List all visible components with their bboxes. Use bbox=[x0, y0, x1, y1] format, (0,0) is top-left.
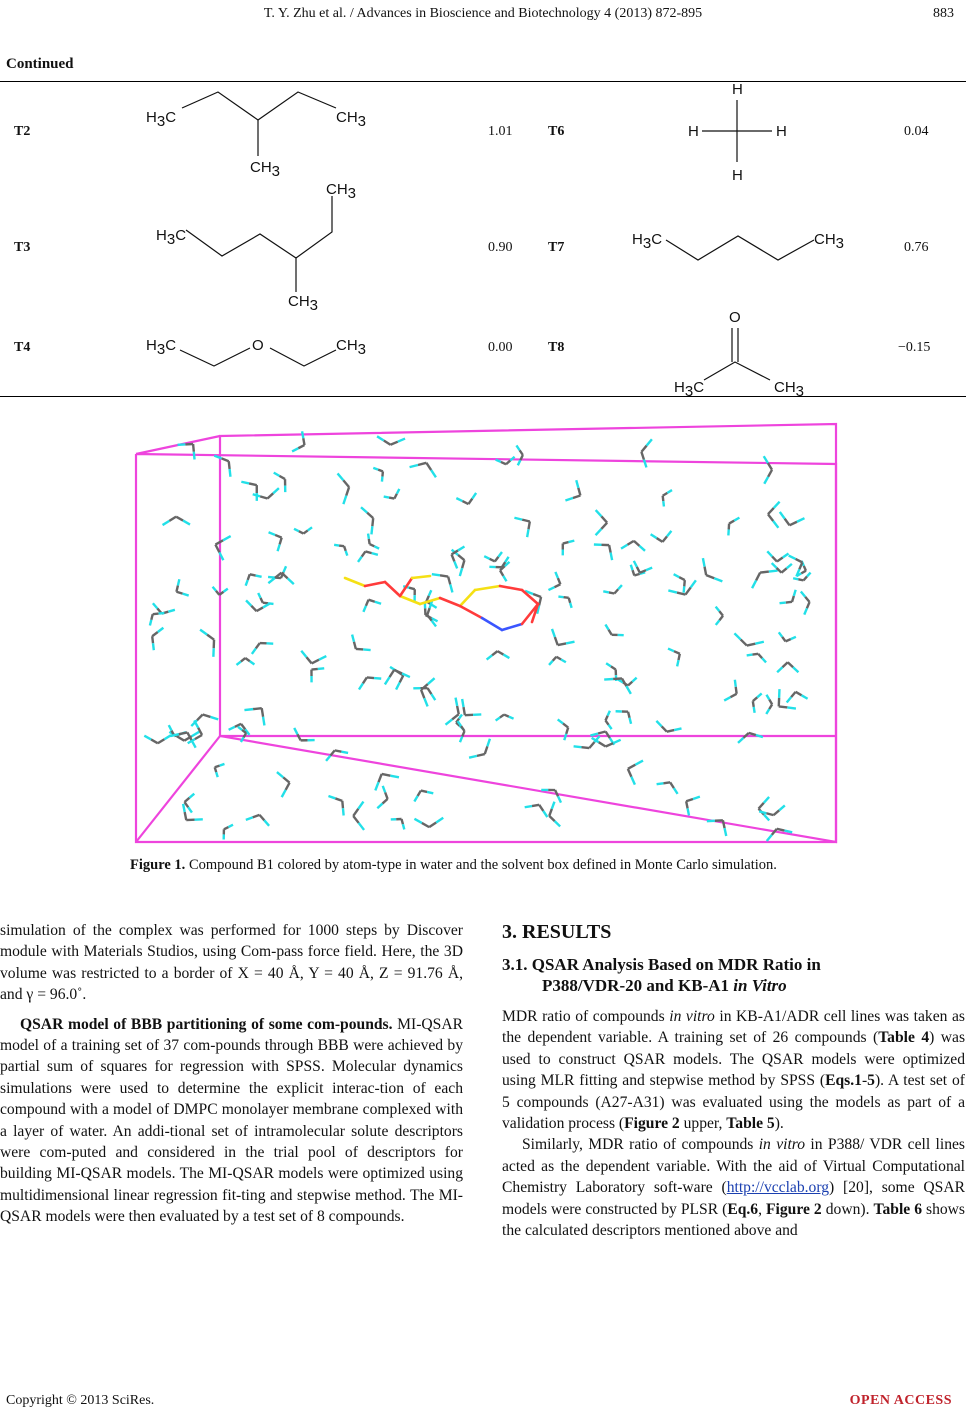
water-oxygen-bond bbox=[215, 767, 216, 772]
water-hydrogen-bond bbox=[427, 792, 433, 793]
footer-copyright: Copyright © 2013 SciRes. bbox=[6, 1393, 155, 1408]
water-hydrogen-bond bbox=[611, 553, 612, 560]
svg-text:H3C: H3C bbox=[156, 227, 187, 248]
water-oxygen-bond bbox=[464, 707, 465, 715]
water-hydrogen-bond bbox=[194, 452, 195, 460]
p1-dash: - bbox=[861, 1072, 868, 1090]
p1-c: ) was used to construct QSAR models. The QSAR models were optimized using MLR fitting and stepwise method by SPSS ( bbox=[502, 1029, 966, 1090]
water-hydrogen-bond bbox=[220, 764, 225, 766]
water-hydrogen-bond bbox=[677, 660, 678, 666]
p2-d: down). bbox=[821, 1200, 874, 1218]
value-t7: 0.76 bbox=[904, 240, 929, 255]
water-oxygen-bond bbox=[303, 438, 304, 445]
subheading-italic: in Vitro bbox=[733, 976, 787, 995]
water-oxygen-bond bbox=[663, 496, 664, 501]
svg-text:H: H bbox=[732, 81, 743, 98]
ref-eqs-5: 5 bbox=[867, 1072, 875, 1090]
water-oxygen-bond bbox=[193, 444, 194, 452]
caption-text: Compound B1 colored by atom-type in water and the solvent box defined in Monte Carlo simulation. bbox=[185, 857, 777, 873]
water-oxygen-bond bbox=[564, 597, 569, 598]
ref-figure-2-down: Figure 2 bbox=[766, 1200, 822, 1218]
p2-italic: in vitro bbox=[758, 1136, 806, 1154]
structure-t3 bbox=[150, 180, 370, 310]
left-para-2 bbox=[0, 1014, 463, 1228]
p1-a: MDR ratio of compounds bbox=[502, 1008, 670, 1025]
svg-text:H: H bbox=[776, 123, 787, 140]
water-oxygen-bond bbox=[402, 819, 403, 824]
svg-text:O: O bbox=[729, 309, 741, 326]
water-oxygen-bond bbox=[152, 636, 153, 643]
water-oxygen-bond bbox=[752, 654, 758, 655]
table-top-rule bbox=[0, 81, 966, 82]
ref-eq-6: Eq.6 bbox=[727, 1200, 759, 1218]
svg-text:CH3: CH3 bbox=[250, 159, 281, 179]
water-oxygen-bond bbox=[609, 592, 615, 593]
ref-figure-2-upper: Figure 2 bbox=[624, 1115, 680, 1133]
svg-text:H3C: H3C bbox=[674, 379, 705, 396]
water-oxygen-bond bbox=[609, 545, 610, 552]
water-oxygen-bond bbox=[663, 782, 670, 783]
svg-text:H: H bbox=[732, 167, 743, 184]
water-oxygen-bond bbox=[779, 706, 788, 707]
water-hydrogen-bond bbox=[663, 501, 664, 506]
water-oxygen-bond bbox=[528, 521, 529, 529]
water-oxygen-bond bbox=[753, 701, 754, 707]
water-hydrogen-bond bbox=[527, 529, 528, 537]
water-oxygen-bond bbox=[532, 805, 539, 806]
water-oxygen-bond bbox=[667, 730, 674, 732]
water-hydrogen-bond bbox=[780, 603, 786, 604]
water-oxygen-bond bbox=[339, 546, 344, 547]
table-bottom-rule bbox=[0, 396, 966, 397]
structure-t8 bbox=[670, 304, 810, 396]
water-hydrogen-bond bbox=[368, 534, 369, 539]
water-hydrogen-bond bbox=[268, 577, 274, 578]
water-hydrogen-bond bbox=[525, 806, 532, 807]
running-head bbox=[0, 6, 966, 26]
structure-t6 bbox=[680, 80, 790, 185]
value-t6: 0.04 bbox=[904, 124, 929, 139]
water-hydrogen-bond bbox=[569, 541, 575, 542]
water-hydrogen-bond bbox=[343, 808, 344, 815]
water-oxygen-bond bbox=[633, 570, 635, 575]
svg-text:CH3: CH3 bbox=[326, 181, 357, 202]
water-oxygen-bond bbox=[367, 677, 374, 678]
water-hydrogen-bond bbox=[688, 808, 689, 815]
water-oxygen-bond bbox=[151, 614, 152, 620]
svg-text:CH3: CH3 bbox=[774, 379, 805, 396]
water-hydrogen-bond bbox=[256, 576, 262, 577]
p2-c: ) [20], some QSAR models were constructed by PLSR ( bbox=[502, 1179, 965, 1218]
p1-e: upper, bbox=[679, 1115, 727, 1133]
figure-1-caption bbox=[130, 856, 840, 875]
water-hydrogen-bond bbox=[631, 565, 633, 570]
water-hydrogen-bond bbox=[230, 469, 231, 477]
water-oxygen-bond bbox=[409, 588, 415, 590]
water-hydrogen-bond bbox=[403, 824, 404, 829]
value-t3: 0.90 bbox=[488, 240, 513, 255]
water-hydrogen-bond bbox=[432, 574, 440, 575]
water-oxygen-bond bbox=[786, 602, 792, 603]
water-hydrogen-bond bbox=[159, 613, 165, 614]
svg-text:CH3: CH3 bbox=[336, 109, 367, 130]
p1-f: ). bbox=[774, 1115, 784, 1133]
figure-1-solvent-box bbox=[130, 418, 840, 848]
water-oxygen-bond bbox=[356, 649, 363, 650]
footer-open-access: OPEN ACCESS bbox=[849, 1393, 952, 1408]
water-hydrogen-bond bbox=[241, 482, 249, 484]
water-hydrogen-bond bbox=[456, 698, 458, 706]
subsection-heading-3-1 bbox=[502, 954, 965, 996]
water-oxygen-bond bbox=[569, 598, 570, 603]
water-oxygen-bond bbox=[613, 678, 622, 679]
water-oxygen-bond bbox=[344, 546, 346, 551]
water-hydrogen-bond bbox=[150, 620, 151, 626]
svg-text:CH3: CH3 bbox=[288, 293, 319, 310]
vcclab-link[interactable]: http://vcclab.org bbox=[726, 1179, 830, 1197]
water-hydrogen-bond bbox=[462, 699, 463, 707]
compound-id-t7: T7 bbox=[548, 240, 565, 255]
right-column bbox=[502, 920, 965, 1241]
subheading-line-1: 3.1. QSAR Analysis Based on MDR Ratio in bbox=[502, 955, 821, 974]
left-column bbox=[0, 920, 463, 1228]
svg-text:H: H bbox=[688, 123, 699, 140]
compound-id-t6: T6 bbox=[548, 124, 565, 139]
running-title: T. Y. Zhu et al. / Advances in Bioscience and Biotechnology 4 (2013) 872-895 bbox=[263, 6, 703, 21]
water-oxygen-bond bbox=[382, 774, 391, 776]
p2-b: in P388/ VDR cell lines acted as the dependent variable. With the aid of Virtual Computational Chemistry Laboratory soft-ware ( bbox=[502, 1136, 965, 1197]
svg-text:CH3: CH3 bbox=[336, 337, 367, 358]
p2-comma: , bbox=[758, 1200, 767, 1218]
water-hydrogen-bond bbox=[263, 717, 264, 726]
p1-b: in KB-A1/ADR cell lines was taken as the dependent variable. A training set of 26 compounds ( bbox=[502, 1008, 965, 1047]
water-hydrogen-bond bbox=[674, 728, 681, 730]
water-oxygen-bond bbox=[736, 687, 737, 694]
water-oxygen-bond bbox=[253, 708, 262, 709]
water-hydrogen-bond bbox=[630, 718, 632, 724]
water-oxygen-bond bbox=[581, 747, 589, 748]
water-hydrogen-bond bbox=[390, 776, 399, 778]
water-hydrogen-bond bbox=[747, 655, 753, 656]
water-hydrogen-bond bbox=[785, 831, 793, 833]
compound-id-t2: T2 bbox=[14, 124, 31, 139]
svg-text:H3C: H3C bbox=[146, 337, 177, 358]
water-oxygen-bond bbox=[153, 614, 159, 615]
water-hydrogen-bond bbox=[725, 828, 727, 836]
water-oxygen-bond bbox=[563, 542, 569, 543]
subheading-line-2 bbox=[502, 975, 965, 996]
compound-id-t3: T3 bbox=[14, 240, 31, 255]
water-oxygen-bond bbox=[342, 801, 343, 808]
svg-text:H3C: H3C bbox=[632, 231, 663, 252]
water-hydrogen-bond bbox=[684, 586, 685, 592]
ref-table-5: Table 5 bbox=[726, 1115, 775, 1133]
water-hydrogen-bond bbox=[153, 643, 154, 650]
water-hydrogen-bond bbox=[178, 579, 179, 585]
water-oxygen-bond bbox=[686, 801, 687, 808]
svg-text:CH3: CH3 bbox=[814, 231, 845, 252]
right-para-2 bbox=[502, 1134, 965, 1241]
water-oxygen-bond bbox=[372, 518, 373, 526]
ref-table-6: Table 6 bbox=[873, 1200, 922, 1218]
water-oxygen-bond bbox=[229, 461, 230, 469]
water-oxygen-bond bbox=[705, 567, 707, 576]
water-hydrogen-bond bbox=[735, 680, 736, 687]
water-oxygen-bond bbox=[558, 643, 566, 645]
water-oxygen-bond bbox=[335, 750, 342, 751]
svg-text:O: O bbox=[252, 337, 264, 354]
water-oxygen-bond bbox=[215, 766, 220, 768]
structure-t2 bbox=[140, 84, 380, 179]
water-hydrogen-bond bbox=[374, 678, 381, 679]
water-oxygen-bond bbox=[777, 829, 785, 831]
caption-label: Figure 1. bbox=[130, 857, 186, 873]
compound-id-t4: T4 bbox=[14, 340, 31, 355]
section-heading-results: 3. RESULTS bbox=[502, 921, 612, 943]
left-para-1: simulation of the complex was performed for 1000 steps by Discover module with Materials Studios, using Com-pass force field. Here, the 3D volume was restricted to a border of X = 40 Å, Y = 40 Å, Z = 91.76 Å, and γ = 96.0˚. bbox=[0, 922, 463, 1004]
water-hydrogen-bond bbox=[657, 783, 664, 784]
structure-t7 bbox=[628, 220, 858, 270]
water-oxygen-bond bbox=[628, 712, 630, 718]
water-oxygen-bond bbox=[760, 572, 769, 573]
water-hydrogen-bond bbox=[216, 772, 217, 777]
water-hydrogen-bond bbox=[372, 553, 378, 555]
right-para-1 bbox=[502, 1006, 965, 1134]
water-hydrogen-bond bbox=[373, 468, 378, 470]
ref-table-4: Table 4 bbox=[878, 1029, 930, 1047]
water-hydrogen-bond bbox=[793, 578, 798, 579]
water-hydrogen-bond bbox=[570, 603, 571, 608]
water-oxygen-bond bbox=[185, 812, 187, 820]
water-oxygen-bond bbox=[365, 551, 371, 553]
subheading-line-2-text: P388/VDR-20 and KB-A1 bbox=[542, 976, 734, 995]
water-hydrogen-bond bbox=[574, 746, 582, 747]
value-t2: 1.01 bbox=[488, 124, 513, 139]
water-hydrogen-bond bbox=[318, 668, 324, 669]
water-oxygen-bond bbox=[369, 539, 370, 544]
water-hydrogen-bond bbox=[754, 707, 755, 713]
water-oxygen-bond bbox=[311, 669, 317, 670]
water-oxygen-bond bbox=[378, 470, 383, 472]
water-oxygen-bond bbox=[634, 574, 639, 576]
p1-d: ). A test set of 5 compounds (A27-A31) was evaluated using the models as part of a validation process ( bbox=[502, 1072, 965, 1133]
water-hydrogen-bond bbox=[244, 709, 253, 710]
p1-italic: in vitro bbox=[669, 1008, 715, 1025]
water-oxygen-bond bbox=[263, 603, 268, 604]
p2-a: Similarly, MDR ratio of compounds bbox=[522, 1136, 759, 1154]
water-hydrogen-bond bbox=[302, 431, 303, 438]
water-oxygen-bond bbox=[457, 706, 459, 714]
left-para-2-text: MI-QSAR model of a training set of 37 com-pounds through BBB were achieved by partial sum of squares for regression with SPSS. Molecular dynamics simulations were used to determine the explicit interac-tion of each compound with a model of DMPC monolayer membrane complexed with a layer of water. An addi-tional set of intramolecular solute descriptors were com-puted and considered in the trial pool of descriptors for building MI-QSAR models. The MI-QSAR models were optimized using multidimensional linear regression fit-ting and stepwise method. The MI-QSAR models were then evaluated by a test set of 8 compounds. bbox=[0, 1015, 463, 1226]
compound-id-t8: T8 bbox=[548, 340, 565, 355]
water-hydrogen-bond bbox=[341, 752, 348, 753]
water-hydrogen-bond bbox=[703, 558, 705, 567]
value-t8: −0.15 bbox=[898, 340, 931, 355]
water-hydrogen-bond bbox=[558, 597, 563, 598]
svg-text:H3C: H3C bbox=[146, 109, 177, 130]
water-hydrogen-bond bbox=[604, 679, 613, 680]
water-hydrogen-bond bbox=[769, 571, 778, 572]
water-oxygen-bond bbox=[262, 708, 263, 717]
water-hydrogen-bond bbox=[334, 545, 339, 546]
water-hydrogen-bond bbox=[603, 591, 609, 592]
water-hydrogen-bond bbox=[183, 804, 185, 812]
water-oxygen-bond bbox=[440, 575, 448, 576]
water-hydrogen-bond bbox=[371, 526, 372, 534]
water-oxygen-bond bbox=[723, 820, 725, 828]
p2-e: shows the calculated descriptors mentioned above and bbox=[502, 1200, 966, 1240]
water-hydrogen-bond bbox=[787, 707, 796, 708]
water-oxygen-bond bbox=[684, 580, 685, 586]
page-number: 883 bbox=[933, 6, 954, 21]
bbb-heading: QSAR model of BBB partitioning of some com-pounds. bbox=[20, 1015, 393, 1033]
water-hydrogen-bond bbox=[346, 551, 348, 556]
water-oxygen-bond bbox=[249, 483, 257, 485]
water-hydrogen-bond bbox=[384, 497, 389, 498]
water-hydrogen-bond bbox=[566, 642, 574, 644]
table-continued-label: Continued bbox=[6, 56, 74, 72]
value-t4: 0.00 bbox=[488, 340, 513, 355]
structure-t4 bbox=[140, 328, 380, 372]
ref-eqs-1: Eqs.1 bbox=[825, 1072, 862, 1090]
water-hydrogen-bond bbox=[363, 649, 370, 650]
